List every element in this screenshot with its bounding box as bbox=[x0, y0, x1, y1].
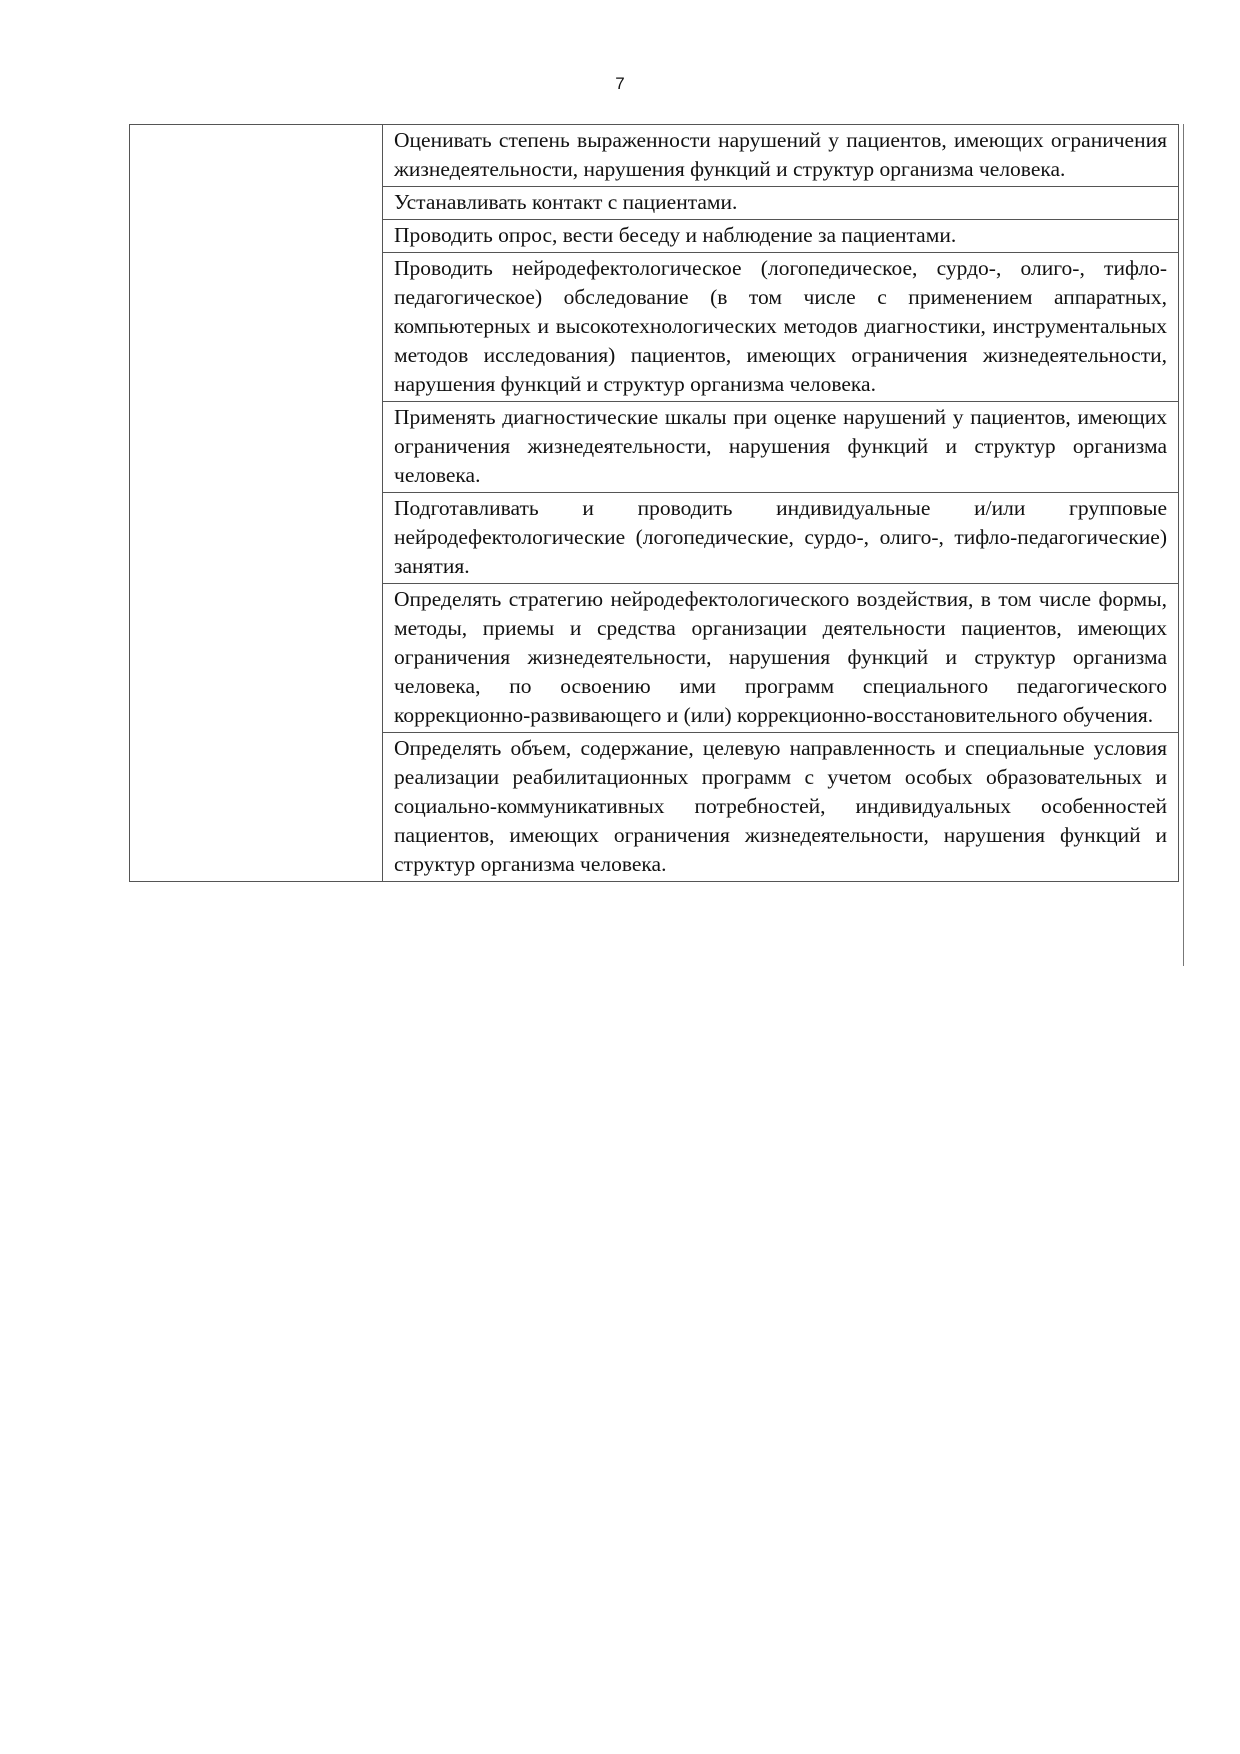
table-left-cell bbox=[130, 125, 383, 882]
competency-table bbox=[129, 124, 1179, 882]
table-cell-text: Устанавливать контакт с пациентами. bbox=[394, 190, 738, 214]
table-cell bbox=[383, 125, 1179, 187]
table-cell-text: Проводить нейродефектологическое (логопедическое, сурдо-, олиго-, тифло- педагогическое) обследование (в том числе с применением аппаратных, компьютерных и высокотехнологических методов диагностики, инструментальных методов исследования) пациентов, имеющих ограничения жизнедеятельности, нарушения функций и структур организма человека. bbox=[394, 256, 1167, 396]
table-cell-text: Применять диагностические шкалы при оценке нарушений у пациентов, имеющих ограничения жизнедеятельности, нарушения функций и структур организма человека. bbox=[394, 405, 1167, 487]
page-number: 7 bbox=[615, 74, 625, 93]
table-right-edge-line bbox=[1183, 124, 1184, 966]
table-cell bbox=[383, 253, 1179, 402]
table-cell bbox=[383, 220, 1179, 253]
table-cell bbox=[383, 493, 1179, 584]
table-cell bbox=[383, 402, 1179, 493]
table-cell-text: Определять стратегию нейродефектологического воздействия, в том числе формы, методы, приемы и средства организации деятельности пациентов, имеющих ограничения жизнедеятельности, нарушения функций и структур организма человека, по освоению ими программ специального педагогического коррекционно-развивающего и (или) коррекционно-восстановительного обучения. bbox=[394, 587, 1167, 727]
table-cell-text: Определять объем, содержание, целевую направленность и специальные условия реализации реабилитационных программ с учетом особых образовательных и социально-коммуникативных потребностей, индивидуальных особенностей пациентов, имеющих ограничения жизнедеятельности, нарушения функций и структур организма человека. bbox=[394, 736, 1167, 876]
table-cell bbox=[383, 733, 1179, 882]
table-row bbox=[130, 125, 1179, 187]
table-cell-text: Проводить опрос, вести беседу и наблюдение за пациентами. bbox=[394, 223, 957, 247]
table-cell bbox=[383, 584, 1179, 733]
table-cell-text: Оценивать степень выраженности нарушений у пациентов, имеющих ограничения жизнедеятельности, нарушения функций и структур организма человека. bbox=[394, 128, 1167, 181]
table-cell bbox=[383, 187, 1179, 220]
table-cell-text: Подготавливать и проводить индивидуальные и/или групповые нейродефектологические (логопедические, сурдо-, олиго-, тифло-педагогические) занятия. bbox=[394, 496, 1167, 578]
